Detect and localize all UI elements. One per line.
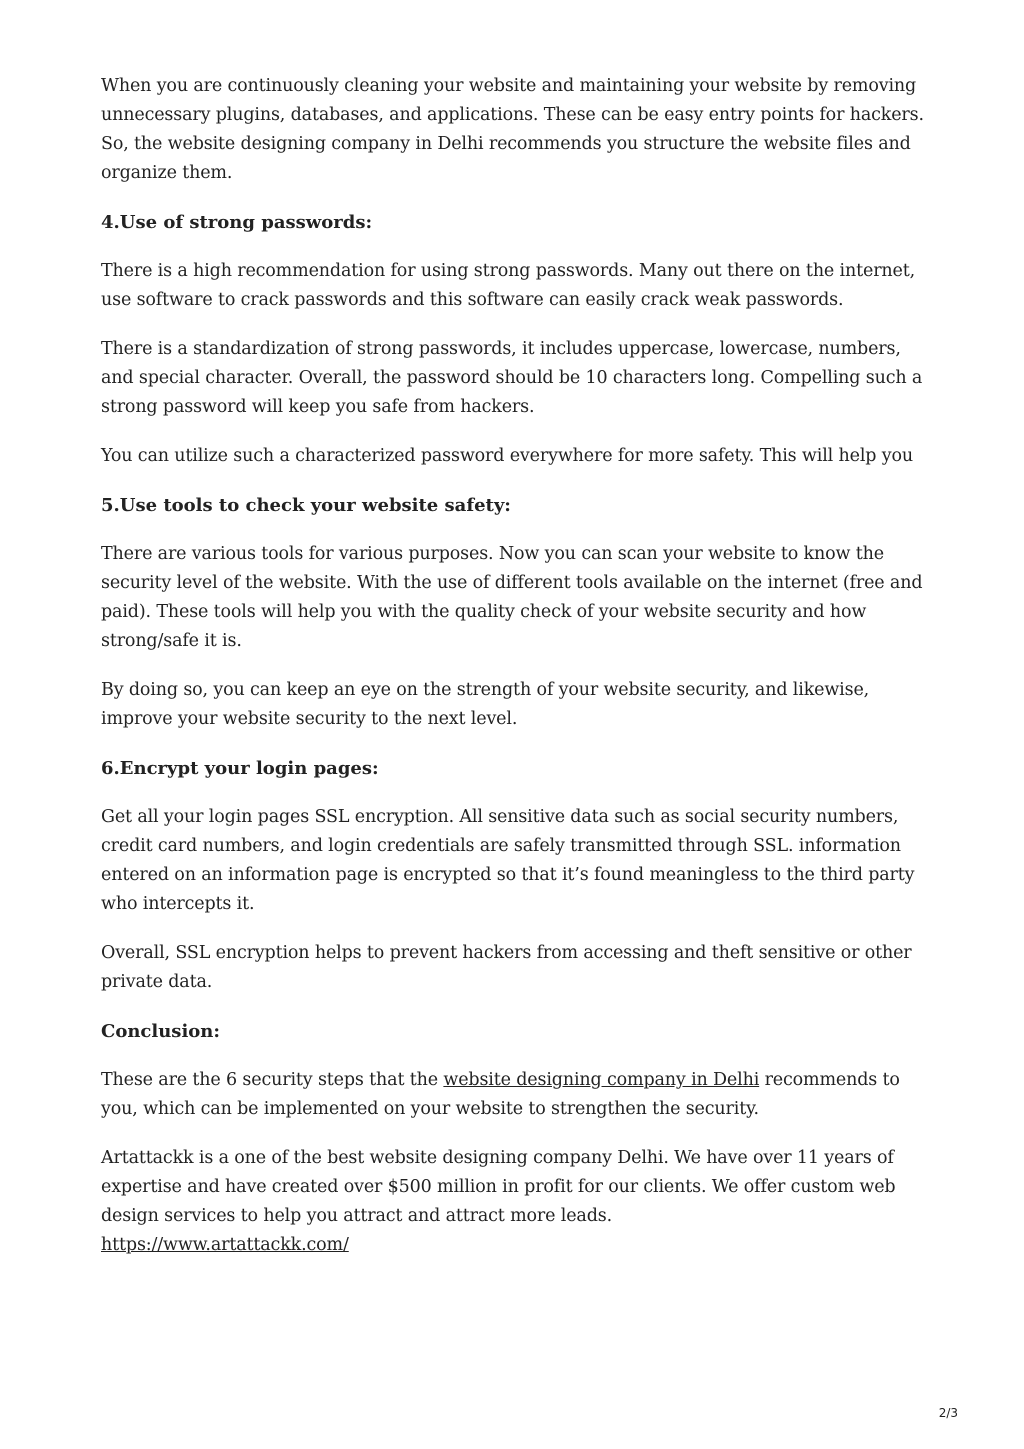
section-6-paragraph-2: Overall, SSL encryption helps to prevent hackers from accessing and theft sensitive or other private data.: [101, 943, 912, 992]
conclusion-text-before-link: These are the 6 security steps that the: [101, 1070, 444, 1090]
page-number: 2/3: [938, 1406, 958, 1420]
section-4-paragraph-3: You can utilize such a characterized password everywhere for more safety. This will help you: [101, 446, 913, 466]
conclusion-heading: Conclusion:: [101, 1021, 221, 1042]
section-4-paragraph-2: There is a standardization of strong passwords, it includes uppercase, lowercase, numbers, and special character. Overall, the password should be 10 characters long. Compelling such a strong password will keep you safe from hackers.: [101, 339, 923, 417]
section-4-paragraph-1: There is a high recommendation for using strong passwords. Many out there on the internet, use software to crack passwords and this software can easily crack weak passwords.: [101, 261, 916, 310]
section-6-heading: 6.Encrypt your login pages:: [101, 758, 379, 779]
section-6-paragraph-1: Get all your login pages SSL encryption. All sensitive data such as social security numbers, credit card numbers, and login credentials are safely transmitted through SSL. information entered on an information page is encrypted so that it’s found meaningless to the third party who intercepts it.: [101, 807, 915, 914]
company-url-link[interactable]: https://www.artattackk.com/: [101, 1235, 349, 1255]
section-5-paragraph-1: There are various tools for various purposes. Now you can scan your website to know the security level of the website. With the use of different tools available on the internet (free and paid). These tools will help you with the quality check of your website security and how strong/safe it is.: [101, 544, 923, 651]
section-5-heading: 5.Use tools to check your website safety:: [101, 495, 511, 516]
section-4-heading: 4.Use of strong passwords:: [101, 212, 373, 233]
conclusion-paragraph-1: [101, 1066, 927, 1124]
company-description: Artattackk is a one of the best website designing company Delhi. We have over 11 years of expertise and have created over $500 million in profit for our clients. We offer custom web design services to help you attract and attract more leads.: [101, 1148, 896, 1226]
conclusion-text-after-link: recommends to you, which can be implemented on your website to strengthen the security.: [101, 1070, 900, 1119]
intro-paragraph: When you are continuously cleaning your website and maintaining your website by removing unnecessary plugins, databases, and applications. These can be easy entry points for hackers. So, the website designing company in Delhi recommends you structure the website files and organize them.: [101, 76, 924, 183]
document-page: [101, 72, 927, 1280]
website-designing-company-link[interactable]: website designing company in Delhi: [443, 1070, 760, 1090]
section-5-paragraph-2: By doing so, you can keep an eye on the strength of your website security, and likewise, improve your website security to the next level.: [101, 680, 870, 729]
conclusion-paragraph-2: [101, 1144, 927, 1260]
